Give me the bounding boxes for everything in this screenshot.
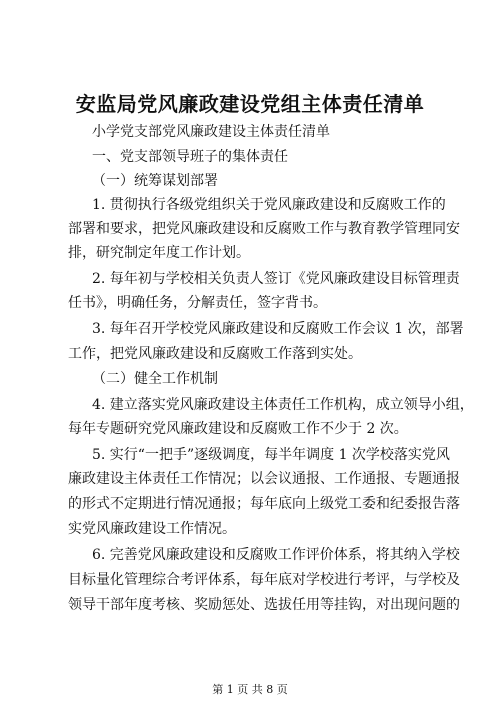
subsection-heading: （二）健全工作机制 (92, 371, 218, 387)
paragraph-line: 2. 每年初与学校相关负责人签订《党风廉政建设目标管理责 (92, 271, 460, 287)
paragraph-line: 实党风廉政建设工作情况。 (68, 521, 236, 537)
paragraph-line: 任书》，明确任务，分解责任，签字背书。 (68, 295, 327, 311)
paragraph-line: 目标量化管理综合考评体系，每年底对学校进行考评，与学校及 (68, 572, 460, 588)
section-heading: 一、党支部领导班子的集体责任 (92, 149, 288, 165)
paragraph-line: 1. 贯彻执行各级党组织关于党风廉政建设和反腐败工作的 (92, 197, 446, 213)
paragraph-line: 的形式不定期进行情况通报；每年底向上级党工委和纪委报告落 (68, 496, 460, 512)
paragraph-line: 排，研究制定年度工作计划。 (68, 245, 250, 261)
document-subtitle: 小学党支部党风廉政建设主体责任清单 (92, 124, 330, 140)
paragraph-line: 4. 建立落实党风廉政建设主体责任工作机构，成立领导小组， (92, 397, 474, 413)
paragraph-line: 6. 完善党风廉政建设和反腐败工作评价体系，将其纳入学校 (92, 547, 460, 563)
paragraph-line: 5. 实行“一把手”逐级调度，每半年调度 1 次学校落实党风 (92, 447, 450, 463)
paragraph-line: 领导干部年度考核、奖励惩处、选拔任用等挂钩，对出现问题的 (68, 597, 460, 613)
paragraph-line: 部署和要求，把党风廉政建设和反腐败工作与教育教学管理同安 (68, 221, 460, 237)
paragraph-line: 廉政建设主体责任工作情况；以会议通报、工作通报、专题通报 (68, 471, 460, 487)
subsection-heading: （一）统筹谋划部署 (92, 173, 218, 189)
paragraph-line: 3. 每年召开学校党风廉政建设和反腐败工作会议 1 次，部署 (92, 321, 464, 337)
paragraph-line: 每年专题研究党风廉政建设和反腐败工作不少于 2 次。 (68, 421, 408, 437)
document-title: 安监局党风廉政建设党组主体责任清单 (75, 92, 425, 116)
paragraph-line: 工作，把党风廉政建设和反腐败工作落到实处。 (68, 346, 362, 362)
page-footer: 第 1 页 共 8 页 (212, 683, 288, 696)
